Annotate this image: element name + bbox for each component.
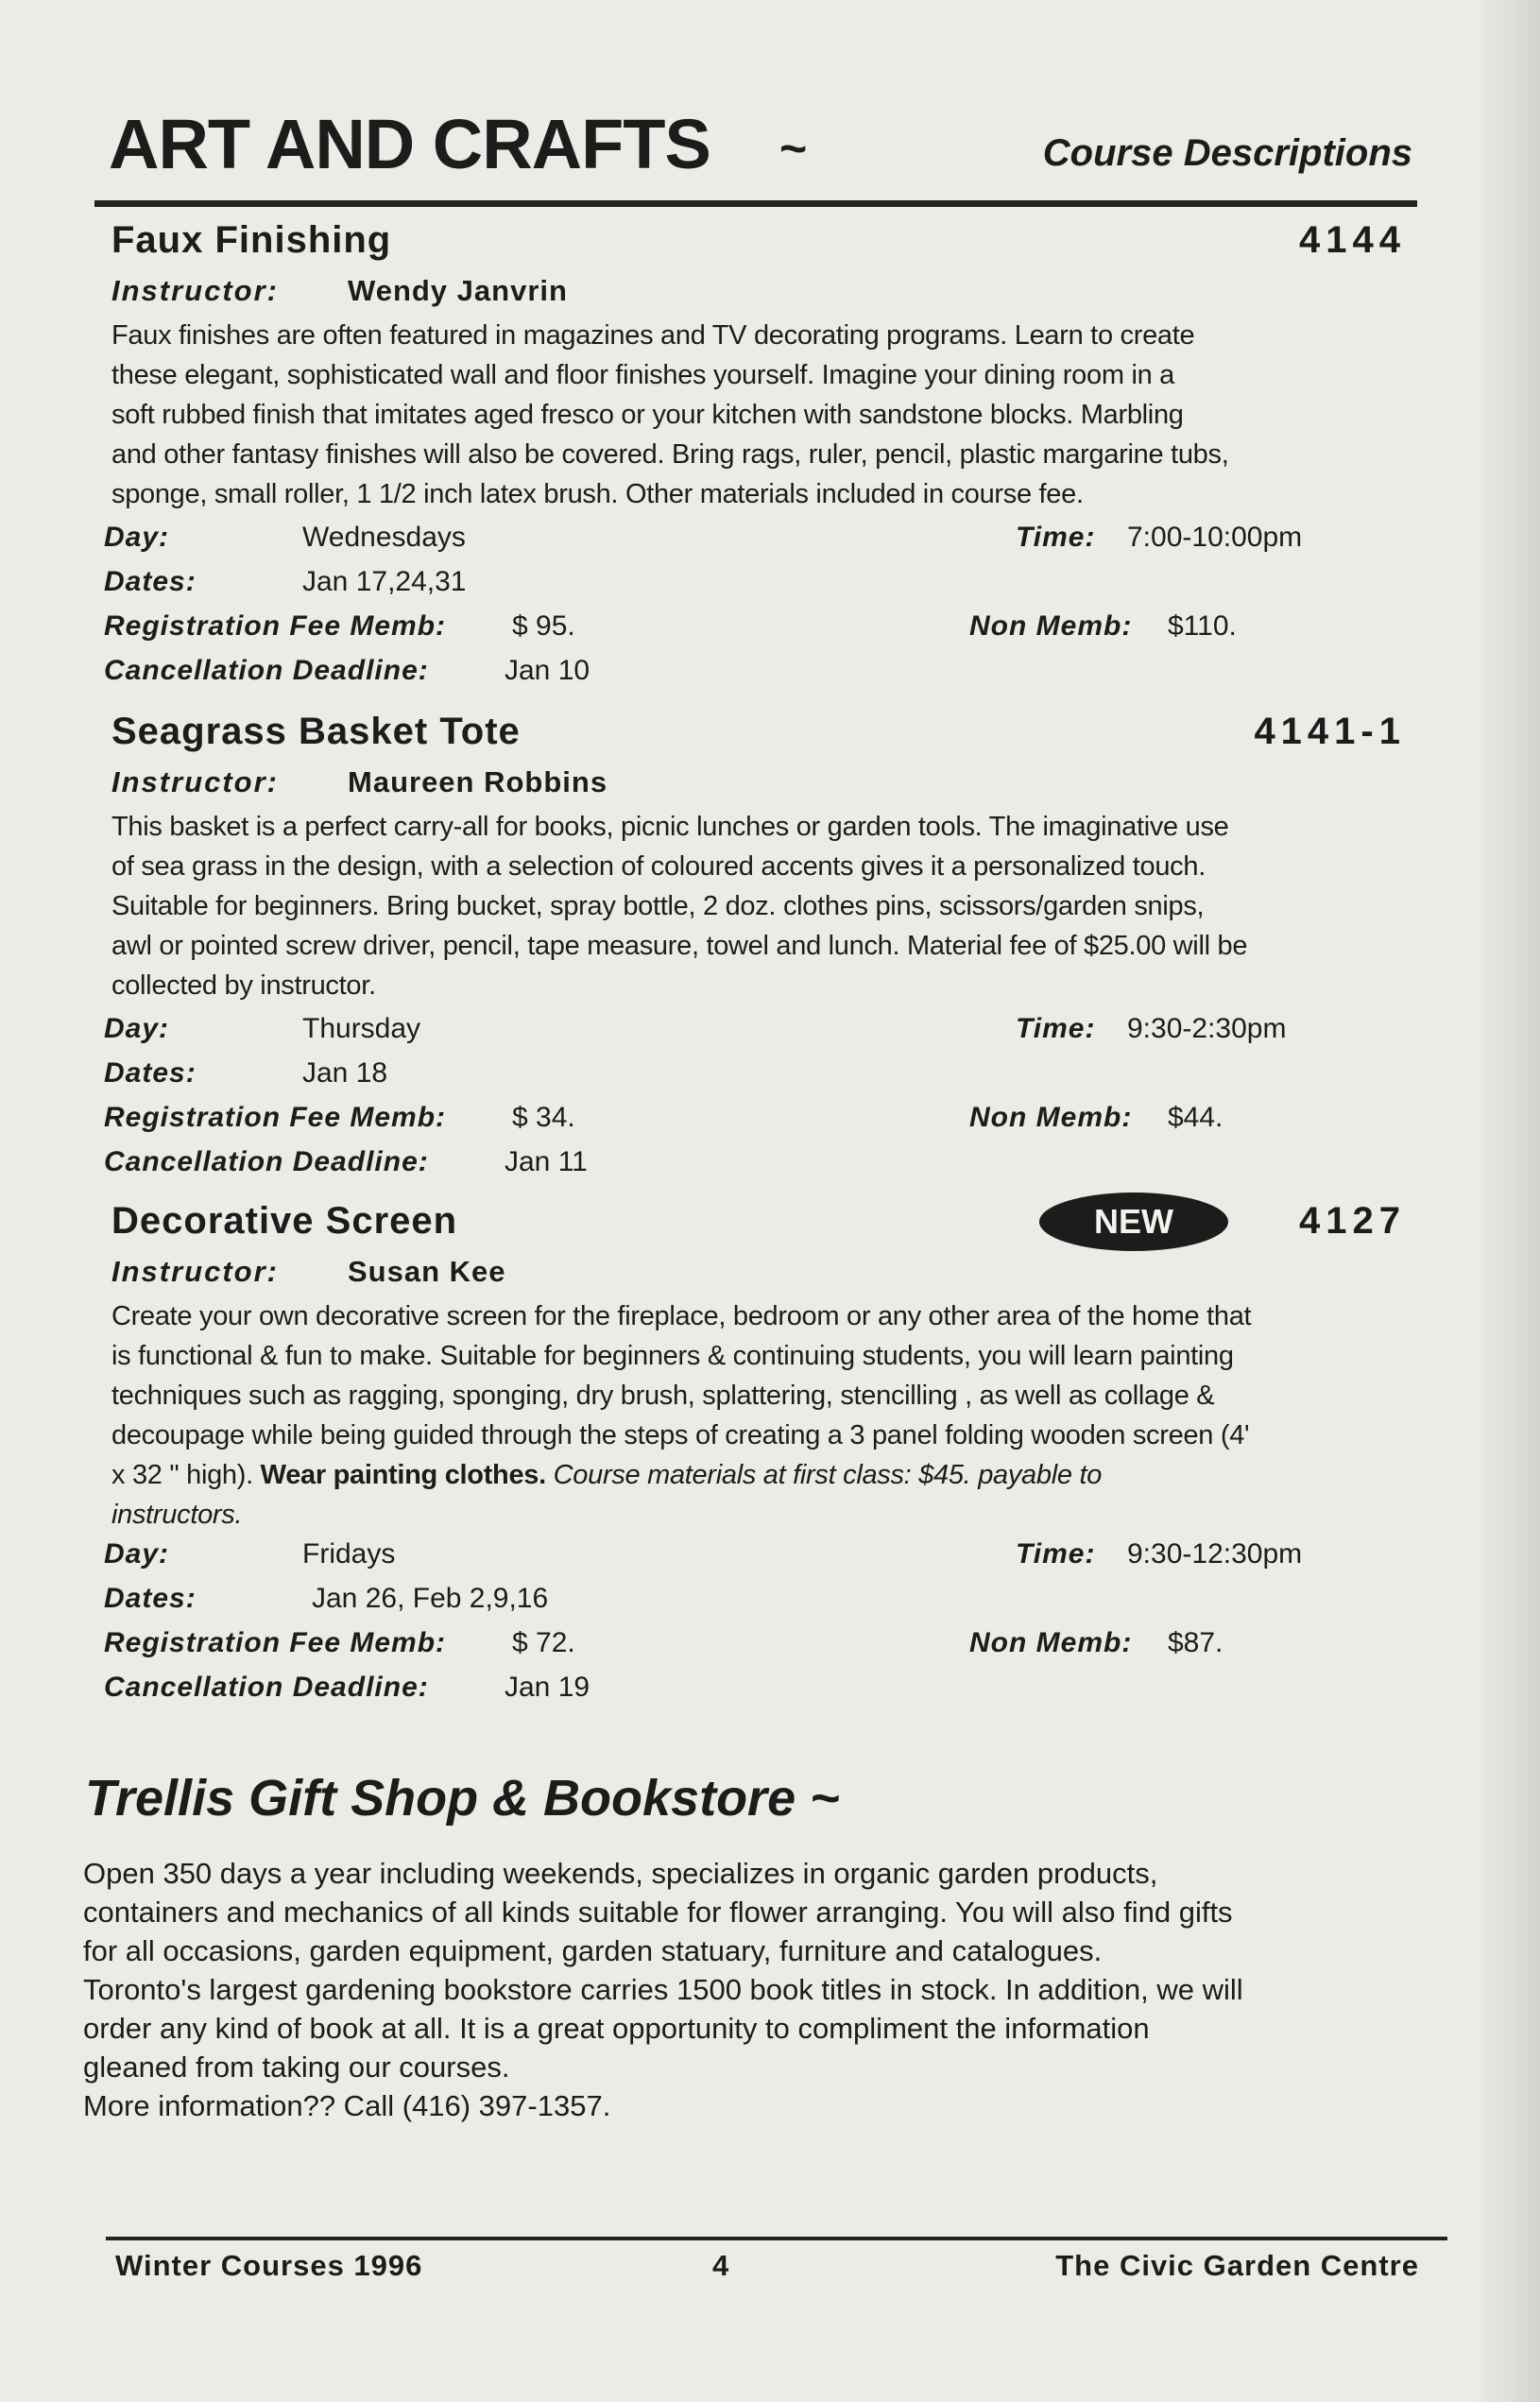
dates-label: Dates: (104, 566, 197, 597)
instructor-label: Instructor: (111, 1255, 279, 1288)
course-faux-finishing (104, 219, 1434, 699)
instructor-name: Wendy Janvrin (348, 274, 568, 307)
dates-label: Dates: (104, 1057, 197, 1089)
description-line: is functional & fun to make. Suitable for beginners & continuing students, you will learn painting (111, 1341, 1234, 1371)
time-value: 9:30-12:30pm (1127, 1538, 1303, 1570)
fee-label: Registration Fee Memb: (104, 1627, 447, 1658)
description-line: these elegant, sophisticated wall and floor finishes yourself. Imagine your dining room in a (111, 360, 1174, 390)
instructor-label: Instructor: (111, 274, 279, 307)
course-day-row (104, 1013, 1434, 1057)
shop-paragraph (83, 1970, 1453, 2086)
course-deadline-row (104, 655, 1434, 699)
shop-contact: More information?? Call (416) 397-1357. (83, 2089, 611, 2122)
course-description (111, 1296, 1448, 1535)
dates-value: Jan 18 (302, 1057, 388, 1089)
description-materials-cont: instructors. (111, 1500, 243, 1530)
day-value: Wednesdays (302, 522, 466, 553)
shop-line: Toronto's largest gardening bookstore carries 1500 book titles in stock. In addition, we will (83, 1973, 1243, 2006)
course-title: Decorative Screen (111, 1200, 458, 1242)
course-code: 4144 (1299, 219, 1406, 261)
page-number: 4 (712, 2249, 730, 2282)
course-dates-row (104, 1057, 1434, 1102)
description-line: of sea grass in the design, with a selection of coloured accents gives it a personalized touch. (111, 851, 1206, 882)
course-fee-row (104, 1102, 1434, 1146)
course-seagrass-basket-tote (104, 711, 1434, 1191)
course-instructor (111, 1255, 1434, 1296)
description-materials: Course materials at first class: $45. payable to (553, 1460, 1103, 1490)
header-divider (94, 200, 1417, 207)
nonmemb-label: Non Memb: (969, 1627, 1133, 1658)
course-deadline-row (104, 1146, 1434, 1191)
description-line: Suitable for beginners. Bring bucket, spray bottle, 2 doz. clothes pins, scissors/garden snips, (111, 891, 1205, 921)
shop-line: Open 350 days a year including weekends, specializes in organic garden products, (83, 1857, 1158, 1890)
course-code: 4141-1 (1254, 711, 1406, 752)
course-instructor (111, 274, 1434, 316)
time-label: Time: (1016, 1538, 1096, 1570)
footer-season: Winter Courses 1996 (115, 2249, 423, 2282)
deadline-label: Cancellation Deadline: (104, 1146, 429, 1177)
footer-publisher: The Civic Garden Centre (1055, 2249, 1419, 2282)
course-dates-row (104, 566, 1434, 610)
description-line: decoupage while being guided through the steps of creating a 3 panel folding wooden screen (4' (111, 1420, 1250, 1450)
day-label: Day: (104, 522, 170, 553)
fee-label: Registration Fee Memb: (104, 1102, 447, 1133)
nonmemb-value: $44. (1168, 1102, 1223, 1133)
fee-value: $ 72. (512, 1627, 575, 1658)
day-value: Fridays (302, 1538, 396, 1570)
dates-value: Jan 17,24,31 (302, 566, 467, 597)
description-line: collected by instructor. (111, 970, 376, 1001)
instructor-name: Maureen Robbins (348, 765, 608, 798)
description-line (111, 1495, 1448, 1535)
instructor-label: Instructor: (111, 765, 279, 798)
day-label: Day: (104, 1013, 170, 1044)
dates-value: Jan 26, Feb 2,9,16 (312, 1583, 549, 1614)
course-decorative-screen (104, 1200, 1434, 1716)
description-text: x 32 " high). (111, 1460, 253, 1490)
course-day-row (104, 1538, 1434, 1583)
nonmemb-label: Non Memb: (969, 1102, 1133, 1133)
course-description (111, 316, 1448, 514)
description-emphasis: Wear painting clothes. (260, 1460, 546, 1490)
footer-divider (106, 2237, 1447, 2240)
course-description (111, 807, 1448, 1005)
description-line: Faux finishes are often featured in magazines and TV decorating programs. Learn to create (111, 320, 1195, 351)
deadline-value: Jan 11 (505, 1146, 588, 1177)
shop-line: containers and mechanics of all kinds suitable for flower arranging. You will also find gifts (83, 1896, 1233, 1929)
shop-line: gleaned from taking our courses. (83, 2050, 510, 2084)
instructor-name: Susan Kee (348, 1255, 506, 1288)
description-line: awl or pointed screw driver, pencil, tape measure, towel and lunch. Material fee of $25.00 will be (111, 931, 1248, 961)
new-badge: NEW (1039, 1192, 1228, 1251)
shop-paragraph (83, 1854, 1453, 1970)
page-subtitle: Course Descriptions (1042, 132, 1412, 174)
description-line: and other fantasy finishes will also be covered. Bring rags, ruler, pencil, plastic margarine tubs, (111, 439, 1229, 470)
shop-title: Trellis Gift Shop & Bookstore ~ (85, 1770, 840, 1827)
deadline-value: Jan 19 (505, 1672, 590, 1703)
deadline-value: Jan 10 (505, 655, 590, 686)
day-label: Day: (104, 1538, 170, 1570)
course-deadline-row (104, 1672, 1434, 1716)
nonmemb-value: $110. (1168, 610, 1237, 642)
course-instructor (111, 765, 1434, 807)
shop-description (83, 1854, 1453, 2125)
deadline-label: Cancellation Deadline: (104, 655, 429, 686)
course-fee-row (104, 1627, 1434, 1672)
course-title: Seagrass Basket Tote (111, 711, 521, 752)
description-line: soft rubbed finish that imitates aged fresco or your kitchen with sandstone blocks. Marbling (111, 400, 1184, 430)
course-code: 4127 (1299, 1200, 1406, 1242)
time-label: Time: (1016, 1013, 1096, 1044)
nonmemb-label: Non Memb: (969, 610, 1133, 642)
time-label: Time: (1016, 522, 1096, 553)
description-line: Create your own decorative screen for the fireplace, bedroom or any other area of the home that (111, 1301, 1252, 1331)
description-line (111, 1455, 1448, 1495)
fee-label: Registration Fee Memb: (104, 610, 447, 642)
description-line: This basket is a perfect carry-all for books, picnic lunches or garden tools. The imaginative use (111, 812, 1229, 842)
page-header (109, 104, 1412, 208)
page-title: ART AND CRAFTS (109, 105, 710, 183)
title-tilde: ~ (779, 122, 808, 175)
dates-label: Dates: (104, 1583, 197, 1614)
day-value: Thursday (302, 1013, 421, 1044)
time-value: 7:00-10:00pm (1127, 522, 1303, 553)
description-line: techniques such as ragging, sponging, dry brush, splattering, stencilling , as well as collage & (111, 1381, 1215, 1411)
page-edge-shadow (1474, 0, 1540, 2402)
nonmemb-value: $87. (1168, 1627, 1223, 1658)
fee-value: $ 34. (512, 1102, 575, 1133)
course-title: Faux Finishing (111, 219, 392, 261)
time-value: 9:30-2:30pm (1127, 1013, 1287, 1044)
shop-line: for all occasions, garden equipment, garden statuary, furniture and catalogues. (83, 1934, 1103, 1967)
course-fee-row (104, 610, 1434, 655)
course-day-row (104, 522, 1434, 566)
deadline-label: Cancellation Deadline: (104, 1672, 429, 1703)
description-line: sponge, small roller, 1 1/2 inch latex brush. Other materials included in course fee. (111, 479, 1084, 509)
shop-line: order any kind of book at all. It is a great opportunity to compliment the information (83, 2012, 1150, 2045)
course-dates-row (104, 1583, 1434, 1627)
page-footer (115, 2249, 1438, 2296)
fee-value: $ 95. (512, 610, 575, 642)
